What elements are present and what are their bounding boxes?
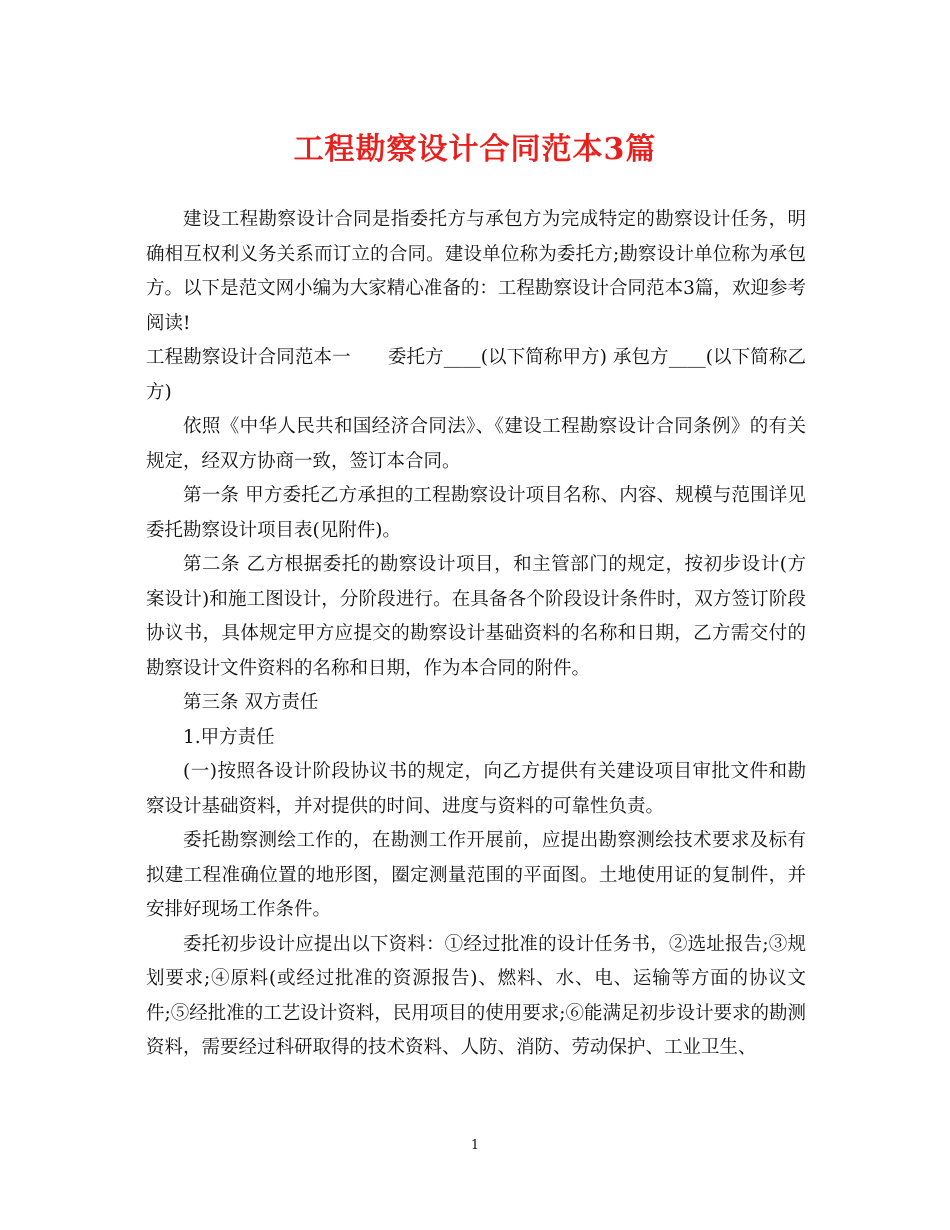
paragraph: 第三条 双方责任 — [183, 692, 319, 713]
paragraph: 委托初步设计应提出以下资料：①经过批准的设计任务书，②选址报告;③规划要求;④原料(或经过批准的资源报告)、燃料、水、电、运输等方面的协议文件;⑤经批准的工艺设计资料，民用项目的使用要求;⑥能满足初步设计要求的勘测资料，需要经过科研取得的技术资料、人防、消防、劳动保护、工业卫生、 — [146, 933, 806, 1058]
paragraph: 工程勘察设计合同范本一 委托方____(以下简称甲方) 承包方____(以下简称乙方) — [146, 347, 806, 403]
paragraph: 建设工程勘察设计合同是指委托方与承包方为完成特定的勘察设计任务，明确相互权利义务关系而订立的合同。建设单位称为委托方;勘察设计单位称为承包方。以下是范文网小编为大家精心准备的：工程勘察设计合同范本3篇，欢迎参考阅读! — [146, 209, 806, 334]
paragraph: 1.甲方责任 — [183, 726, 275, 748]
paragraph: 依照《中华人民共和国经济合同法》、《建设工程勘察设计合同条例》的有关规定，经双方协商一致，签订本合同。 — [146, 416, 806, 472]
document-body — [146, 203, 806, 1066]
paragraph: (一)按照各设计阶段协议书的规定，向乙方提供有关建设项目审批文件和勘察设计基础资料，并对提供的时间、进度与资料的可靠性负责。 — [146, 761, 806, 817]
paragraph: 委托勘察测绘工作的，在勘测工作开展前，应提出勘察测绘技术要求及标有拟建工程准确位置的地形图，圈定测量范围的平面图。土地使用证的复制件，并安排好现场工作条件。 — [146, 830, 806, 920]
document-title: 工程勘察设计合同范本3篇 — [293, 132, 657, 167]
page-number: 1 — [470, 1138, 480, 1153]
paragraph: 第一条 甲方委托乙方承担的工程勘察设计项目名称、内容、规模与范围详见委托勘察设计项目表(见附件)。 — [146, 485, 806, 541]
paragraph: 第二条 乙方根据委托的勘察设计项目，和主管部门的规定，按初步设计(方案设计)和施工图设计，分阶段进行。在具备各个阶段设计条件时，双方签订阶段协议书，具体规定甲方应提交的勘察设计基础资料的名称和日期，乙方需交付的勘察设计文件资料的名称和日期，作为本合同的附件。 — [146, 554, 806, 679]
